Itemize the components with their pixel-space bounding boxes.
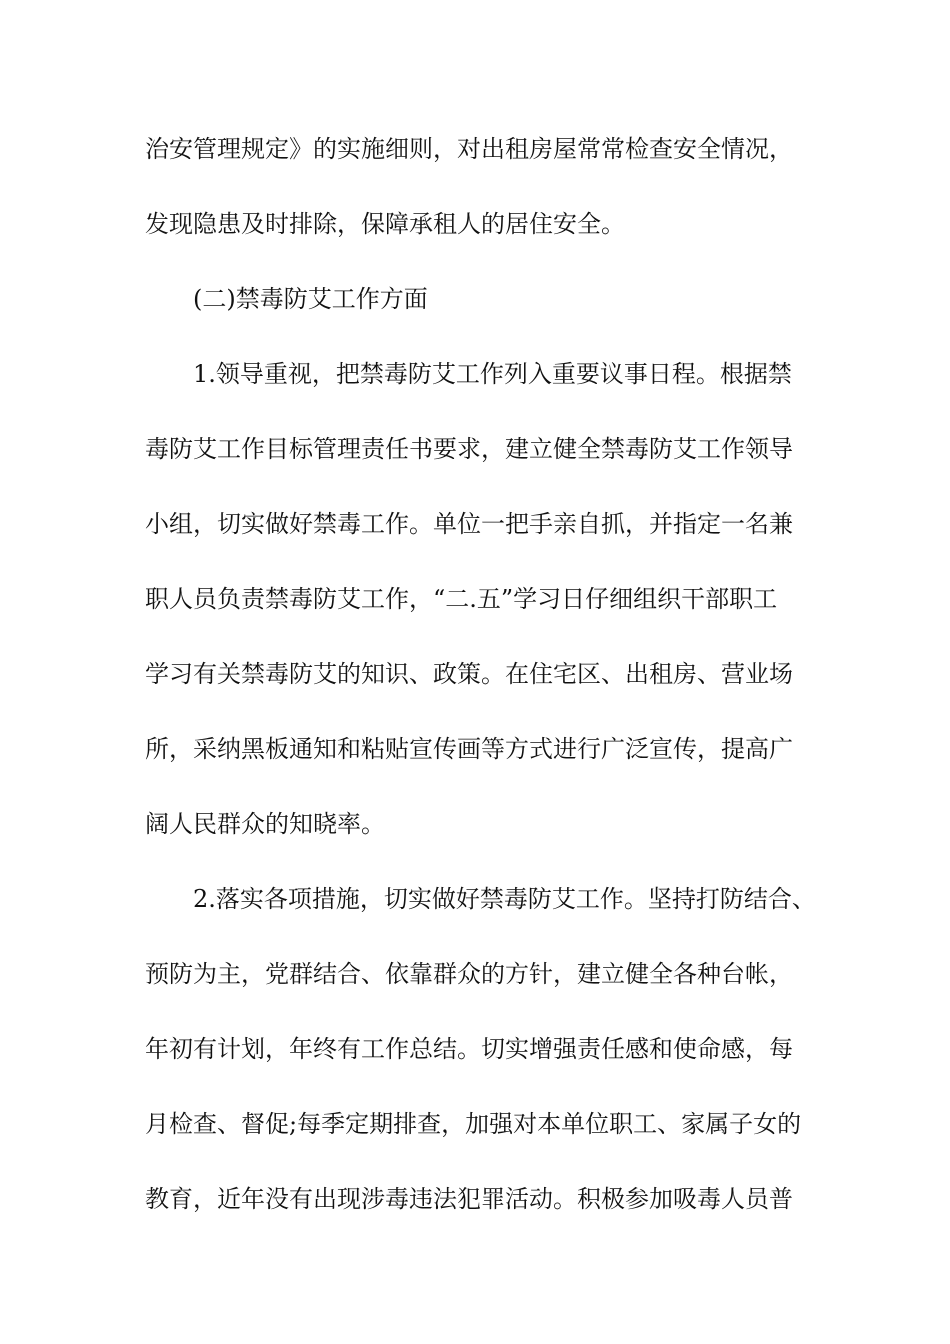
- text-line-11: 2.落实各项措施，切实做好禁毒防艾工作。坚持打防结合、: [193, 885, 816, 913]
- text-line-1: 治安管理规定》的实施细则，对出租房屋常常检查安全情况，: [145, 135, 793, 163]
- text-line-9: 所，采纳黑板通知和粘贴宣传画等方式进行广泛宣传，提高广: [145, 735, 793, 763]
- text-line-10: 阔人民群众的知晓率。: [145, 810, 385, 838]
- text-line-5: 毒防艾工作目标管理责任书要求，建立健全禁毒防艾工作领导: [145, 435, 793, 463]
- text-line-14: 月检查、督促;每季定期排查，加强对本单位职工、家属子女的: [145, 1110, 802, 1138]
- text-line-6: 小组，切实做好禁毒工作。单位一把手亲自抓，并指定一名兼: [145, 510, 793, 538]
- text-line-13: 年初有计划，年终有工作总结。切实增强责任感和使命感，每: [145, 1035, 793, 1063]
- text-line-2: 发现隐患及时排除，保障承租人的居住安全。: [145, 210, 625, 238]
- section-heading: (二)禁毒防艾工作方面: [193, 285, 428, 313]
- text-line-15: 教育，近年没有出现涉毒违法犯罪活动。积极参加吸毒人员普: [145, 1185, 793, 1213]
- text-line-4: 1.领导重视，把禁毒防艾工作列入重要议事日程。根据禁: [193, 360, 792, 388]
- text-line-8: 学习有关禁毒防艾的知识、政策。在住宅区、出租房、营业场: [145, 660, 793, 688]
- document-body: [145, 124, 815, 1249]
- text-line-12: 预防为主，党群结合、依靠群众的方针，建立健全各种台帐，: [145, 960, 793, 988]
- text-line-7: 职人员负责禁毒防艾工作，“二.五”学习日仔细组织干部职工: [145, 585, 778, 613]
